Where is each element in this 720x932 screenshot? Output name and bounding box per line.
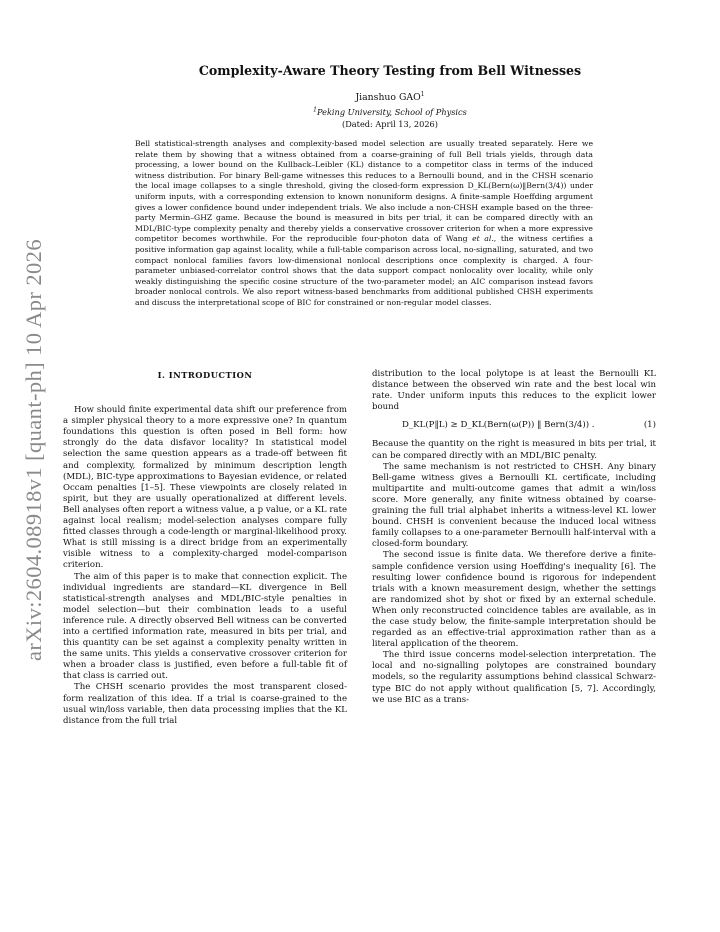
equation-1 — [372, 420, 656, 431]
intro-paragraph-3: The CHSH scenario provides the most transparent closed-form realization of this idea. If a trial is coarse-grained to the usual win/loss variable, then data processing implies that the KL distance from the full trial — [63, 682, 347, 726]
section-heading: I. INTRODUCTION — [157, 370, 253, 380]
left-column — [63, 369, 347, 727]
intro-paragraph-1: How should finite experimental data shift our preference from a simpler physical theory to a more expressive one? In quantum foundations this question is often posed in Bell form: how strongly do the data disfavor locality? In statistical model selection the same question appears as a trade-off between fit and complexity, formalized by minimum description length (MDL), BIC-type approximations to Bayesian evidence, or related Occam penalties [1–5]. These viewpoints are closely related in spirit, but they are usually operationalized at different levels. Bell analyses often report a witness value, a p value, or a KL rate against local realism; model-selection analyses compare fully fitted classes through a code-length or marginal-likelihood proxy. What is still missing is a direct bridge from an experimentally visible witness to a complexity-charged model-comparison criterion. — [63, 405, 347, 571]
author-superscript: 1 — [420, 90, 425, 98]
arxiv-identifier-text: arXiv:2604.08918v1 [quant-ph] 10 Apr 2026 — [21, 239, 47, 661]
date-line: (Dated: April 13, 2026) — [342, 119, 438, 129]
intro-paragraph-3-continued: distribution to the local polytope is at least the Bernoulli KL distance between the observed win rate and the best local win rate. Under uniform inputs this reduces to the explicit lower bound — [372, 369, 656, 413]
abstract-italic: et al. — [472, 234, 494, 244]
intro-paragraph-6: The second issue is finite data. We therefore derive a finite-sample confidence version using Hoeffding's inequality [6]. The resulting lower confidence bound is rigorous for independent trials with a known measurement design, whether the settings are randomized shot by shot or fixed by an external schedule. When only reconstructed coincidence tables are available, as in the case study below, the finite-sample interpretation should be regarded as an effective-trial approximation rather than as a literal application of the theorem. — [372, 550, 656, 650]
author-line — [100, 92, 680, 103]
abstract — [135, 139, 593, 309]
paper-title: Complexity-Aware Theory Testing from Bell Witnesses — [198, 63, 582, 78]
right-column — [372, 369, 656, 706]
affiliation-line — [100, 107, 680, 117]
equation-body: D_KL(P‖L) ≥ D_KL(Bern(ω(P)) ‖ Bern(3/4)) . — [402, 420, 595, 431]
abstract-text-b: , the witness certifies a positive information gap against locality, while a full-table comparison across local, no-signalling, saturated, and two compact nonlocal families favors low-dimensional nonlocal descriptions once complexity is charged. A four-parameter unbiased-correlator control shows that the data support compact nonlocality over locality, while only weakly distinguishing the specific cosine structure of the two-parameter model; an AIC comparison instead favors broader nonlocal controls. We also report witness-based benchmarks from additional published CHSH experiments and discuss the interpretational scope of BIC for constrained or non-regular model classes. — [135, 234, 593, 307]
intro-paragraph-5: The same mechanism is not restricted to CHSH. Any binary Bell-game witness gives a Bernoulli KL certificate, including multipartite and multi-outcome games that admit a win/loss score. More generally, any finite witness obtained by coarse-graining the full trial alphabet inherits a witness-level KL lower bound. CHSH is convenient because the induced local witness family collapses to a one-parameter Bernoulli half-interval with a closed-form boundary. — [372, 461, 656, 550]
intro-paragraph-2: The aim of this paper is to make that connection explicit. The individual ingredients are standard—KL divergence in Bell statistical-strength analyses and MDL/BIC-style penalties in model selection—but their combination leads to a useful inference rule. A directly observed Bell witness can be converted into a certified information rate, measured in bits per trial, and this quantity can be set against a complexity penalty written in the same units. This yields a conservative crossover criterion for when a broader class is justified, even before a full-table fit of that class is carried out. — [63, 571, 347, 682]
author-name: Jianshuo GAO — [355, 92, 421, 103]
arxiv-identifier — [14, 240, 54, 660]
intro-paragraph-7: The third issue concerns model-selection interpretation. The local and no-signalling polytopes are constrained boundary models, so the regularity assumptions behind classical Schwarz-type BIC do not apply without qualification [5, 7]. Accordingly, we use BIC as a trans- — [372, 650, 656, 705]
affiliation-superscript: 1 — [313, 106, 317, 114]
intro-paragraph-4: Because the quantity on the right is measured in bits per trial, it can be compared directly with an MDL/BIC penalty. — [372, 439, 656, 461]
affiliation: Peking University, School of Physics — [316, 107, 467, 117]
abstract-text-a: Bell statistical-strength analyses and complexity-based model selection are usually treated separately. Here we relate them by showing that a witness obtained from a coarse-graining of full Bell trials yields, through data processing, a lower bound on the Kullback–Leibler (KL) distance to a competitor class in terms of the induced witness distribution. For binary Bell-game witnesses this reduces to a Bernoulli bound, and in the CHSH scenario the local image collapses to a single threshold, giving the closed-form expression D_KL(Bern(ω)‖Bern(3/4)) under uniform inputs, with a corresponding extension to known nonuniform designs. A finite-sample Hoeffding argument gives a lower confidence bound under independent trials. We also include a non-CHSH example based on the three-party Mermin–GHZ game. Because the bound is measured in bits per trial, it can be compared directly with an MDL/BIC-type complexity penalty and thereby yields a conservative crossover criterion for when a more expressive competitor becomes worthwhile. For the reproducible four-photon data of Wang — [135, 139, 593, 244]
equation-number: (1) — [643, 420, 656, 431]
